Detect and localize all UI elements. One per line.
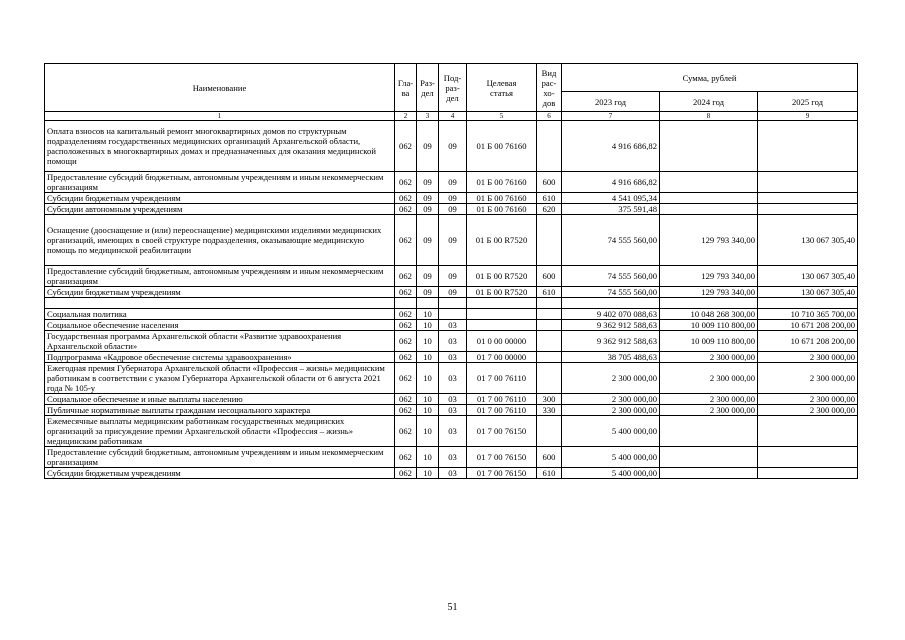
header-podrazdel: Под- раз- дел bbox=[439, 64, 467, 112]
row-sum-2025 bbox=[758, 204, 858, 215]
row-article bbox=[467, 309, 537, 320]
row-glava: 062 bbox=[395, 416, 417, 447]
row-sum-2023: 4 916 686,82 bbox=[562, 172, 660, 193]
row-sum-2023: 74 555 560,00 bbox=[562, 215, 660, 266]
table-row bbox=[45, 266, 858, 287]
row-podrazdel: 09 bbox=[439, 215, 467, 266]
row-sum-2023: 5 400 000,00 bbox=[562, 468, 660, 479]
row-article: 01 7 00 76150 bbox=[467, 468, 537, 479]
row-article: 01 7 00 76150 bbox=[467, 447, 537, 468]
row-glava: 062 bbox=[395, 468, 417, 479]
row-razdel: 10 bbox=[417, 352, 439, 363]
row-sum-2024 bbox=[660, 447, 758, 468]
table-row-empty bbox=[45, 298, 858, 309]
row-sum-2025: 10 671 208 200,00 bbox=[758, 331, 858, 352]
row-sum-2023: 9 402 070 088,63 bbox=[562, 309, 660, 320]
row-podrazdel bbox=[439, 298, 467, 309]
row-sum-2024: 129 793 340,00 bbox=[660, 215, 758, 266]
table-row bbox=[45, 447, 858, 468]
row-sum-2025: 2 300 000,00 bbox=[758, 394, 858, 405]
row-article: 01 Б 00 R7520 bbox=[467, 287, 537, 298]
row-article: 01 Б 00 76160 bbox=[467, 193, 537, 204]
row-podrazdel: 09 bbox=[439, 266, 467, 287]
row-sum-2024: 129 793 340,00 bbox=[660, 266, 758, 287]
row-vid: 610 bbox=[537, 468, 562, 479]
row-name: Предоставление субсидий бюджетным, автономным учреждениям и иным некоммерческим организациям bbox=[45, 447, 395, 468]
row-glava: 062 bbox=[395, 363, 417, 394]
row-razdel: 10 bbox=[417, 320, 439, 331]
row-sum-2025 bbox=[758, 121, 858, 172]
row-razdel: 09 bbox=[417, 287, 439, 298]
row-razdel: 10 bbox=[417, 468, 439, 479]
row-vid bbox=[537, 416, 562, 447]
row-name: Оплата взносов на капитальный ремонт многоквартирных домов по структурным подразделениям государственных медицинских организаций Архангельской области, расположенных в многоквартирных домах и предназначенных для оказания медицинской помощи bbox=[45, 121, 395, 172]
row-sum-2023: 5 400 000,00 bbox=[562, 416, 660, 447]
row-article: 01 Б 00 R7520 bbox=[467, 266, 537, 287]
col-number: 8 bbox=[660, 112, 758, 121]
row-sum-2024 bbox=[660, 298, 758, 309]
row-glava: 062 bbox=[395, 121, 417, 172]
row-sum-2025: 10 671 208 200,00 bbox=[758, 320, 858, 331]
row-glava: 062 bbox=[395, 352, 417, 363]
row-sum-2023: 4 916 686,82 bbox=[562, 121, 660, 172]
row-article: 01 7 00 76110 bbox=[467, 405, 537, 416]
row-article: 01 7 00 76110 bbox=[467, 363, 537, 394]
row-sum-2024: 2 300 000,00 bbox=[660, 394, 758, 405]
row-name: Предоставление субсидий бюджетным, автономным учреждениям и иным некоммерческим организациям bbox=[45, 266, 395, 287]
row-vid bbox=[537, 320, 562, 331]
row-sum-2024: 10 009 110 800,00 bbox=[660, 320, 758, 331]
row-glava: 062 bbox=[395, 287, 417, 298]
row-name: Оснащение (дооснащение и (или) переоснащение) медицинскими изделиями медицинских организаций, имеющих в своей структуре подразделения, оказывающие медицинскую помощь по медицинской реабилитации bbox=[45, 215, 395, 266]
row-razdel: 09 bbox=[417, 121, 439, 172]
row-sum-2023: 5 400 000,00 bbox=[562, 447, 660, 468]
row-article: 01 7 00 76110 bbox=[467, 394, 537, 405]
row-name: Публичные нормативные выплаты гражданам несоциального характера bbox=[45, 405, 395, 416]
table-row bbox=[45, 468, 858, 479]
row-sum-2025: 130 067 305,40 bbox=[758, 266, 858, 287]
row-name: Подпрограмма «Кадровое обеспечение системы здравоохранения» bbox=[45, 352, 395, 363]
table-row bbox=[45, 320, 858, 331]
table-row bbox=[45, 352, 858, 363]
col-number: 2 bbox=[395, 112, 417, 121]
row-sum-2025 bbox=[758, 447, 858, 468]
row-name: Государственная программа Архангельской области «Развитие здравоохранения Архангельской области» bbox=[45, 331, 395, 352]
row-sum-2023: 9 362 912 588,63 bbox=[562, 331, 660, 352]
header-name: Наименование bbox=[45, 64, 395, 112]
header-year-2024: 2024 год bbox=[660, 92, 758, 112]
row-article: 01 Б 00 76160 bbox=[467, 204, 537, 215]
row-name: Ежегодная премия Губернатора Архангельской области «Профессия – жизнь» медицинским работникам в соответствии с указом Губернатора Архангельской области от 6 августа 2021 года № 105-у bbox=[45, 363, 395, 394]
table-row bbox=[45, 394, 858, 405]
row-vid bbox=[537, 352, 562, 363]
row-podrazdel: 03 bbox=[439, 447, 467, 468]
row-sum-2024 bbox=[660, 416, 758, 447]
row-razdel: 09 bbox=[417, 172, 439, 193]
row-sum-2023: 375 591,48 bbox=[562, 204, 660, 215]
col-number: 9 bbox=[758, 112, 858, 121]
row-sum-2024 bbox=[660, 193, 758, 204]
row-razdel: 10 bbox=[417, 416, 439, 447]
row-sum-2023: 74 555 560,00 bbox=[562, 266, 660, 287]
table-row bbox=[45, 193, 858, 204]
row-sum-2024: 10 048 268 300,00 bbox=[660, 309, 758, 320]
table-row bbox=[45, 172, 858, 193]
row-sum-2024 bbox=[660, 172, 758, 193]
row-article bbox=[467, 320, 537, 331]
row-glava: 062 bbox=[395, 172, 417, 193]
col-number: 4 bbox=[439, 112, 467, 121]
header-glava: Гла- ва bbox=[395, 64, 417, 112]
row-podrazdel bbox=[439, 309, 467, 320]
header-sum: Сумма, рублей bbox=[562, 64, 858, 92]
row-glava: 062 bbox=[395, 309, 417, 320]
row-glava: 062 bbox=[395, 204, 417, 215]
table-row bbox=[45, 309, 858, 320]
col-number: 5 bbox=[467, 112, 537, 121]
row-vid bbox=[537, 298, 562, 309]
row-vid: 300 bbox=[537, 394, 562, 405]
row-sum-2024: 2 300 000,00 bbox=[660, 352, 758, 363]
row-sum-2023: 2 300 000,00 bbox=[562, 405, 660, 416]
page-number: 51 bbox=[447, 602, 458, 613]
row-vid bbox=[537, 363, 562, 394]
col-number: 7 bbox=[562, 112, 660, 121]
row-glava: 062 bbox=[395, 331, 417, 352]
row-vid bbox=[537, 331, 562, 352]
row-podrazdel: 03 bbox=[439, 363, 467, 394]
row-sum-2025: 130 067 305,40 bbox=[758, 215, 858, 266]
row-podrazdel: 03 bbox=[439, 320, 467, 331]
row-sum-2023: 4 541 095,34 bbox=[562, 193, 660, 204]
row-podrazdel: 03 bbox=[439, 468, 467, 479]
row-name: Субсидии бюджетным учреждениям bbox=[45, 193, 395, 204]
row-podrazdel: 03 bbox=[439, 394, 467, 405]
row-article: 01 Б 00 76160 bbox=[467, 172, 537, 193]
row-vid: 600 bbox=[537, 447, 562, 468]
col-number: 1 bbox=[45, 112, 395, 121]
row-podrazdel: 09 bbox=[439, 121, 467, 172]
table-row bbox=[45, 204, 858, 215]
row-sum-2025: 2 300 000,00 bbox=[758, 352, 858, 363]
row-sum-2024: 129 793 340,00 bbox=[660, 287, 758, 298]
row-article bbox=[467, 298, 537, 309]
row-vid: 610 bbox=[537, 287, 562, 298]
row-sum-2025 bbox=[758, 468, 858, 479]
col-number: 3 bbox=[417, 112, 439, 121]
row-sum-2025 bbox=[758, 298, 858, 309]
row-name: Субсидии бюджетным учреждениям bbox=[45, 287, 395, 298]
row-sum-2023: 9 362 912 588,63 bbox=[562, 320, 660, 331]
row-glava: 062 bbox=[395, 394, 417, 405]
row-vid bbox=[537, 121, 562, 172]
row-article: 01 0 00 00000 bbox=[467, 331, 537, 352]
row-sum-2024 bbox=[660, 121, 758, 172]
row-name: Предоставление субсидий бюджетным, автономным учреждениям и иным некоммерческим организациям bbox=[45, 172, 395, 193]
col-number: 6 bbox=[537, 112, 562, 121]
row-sum-2023: 2 300 000,00 bbox=[562, 363, 660, 394]
table-row bbox=[45, 405, 858, 416]
row-sum-2025 bbox=[758, 416, 858, 447]
row-sum-2024 bbox=[660, 204, 758, 215]
row-razdel: 10 bbox=[417, 363, 439, 394]
row-name: Социальная политика bbox=[45, 309, 395, 320]
row-podrazdel: 09 bbox=[439, 193, 467, 204]
table-row bbox=[45, 287, 858, 298]
row-sum-2025: 2 300 000,00 bbox=[758, 405, 858, 416]
row-sum-2024: 2 300 000,00 bbox=[660, 405, 758, 416]
row-sum-2025 bbox=[758, 172, 858, 193]
row-podrazdel: 03 bbox=[439, 405, 467, 416]
row-razdel: 10 bbox=[417, 331, 439, 352]
row-glava: 062 bbox=[395, 405, 417, 416]
row-razdel: 09 bbox=[417, 204, 439, 215]
row-name: Ежемесячные выплаты медицинским работникам государственных медицинских организаций за присуждение премии Архангельской области «Профессия – жизнь» медицинским работникам bbox=[45, 416, 395, 447]
header-article: Целевая статья bbox=[467, 64, 537, 112]
row-sum-2024 bbox=[660, 468, 758, 479]
table-row bbox=[45, 363, 858, 394]
row-podrazdel: 09 bbox=[439, 204, 467, 215]
row-vid: 610 bbox=[537, 193, 562, 204]
row-podrazdel: 03 bbox=[439, 331, 467, 352]
row-razdel: 10 bbox=[417, 447, 439, 468]
row-glava: 062 bbox=[395, 193, 417, 204]
budget-table bbox=[44, 63, 858, 479]
row-sum-2024: 10 009 110 800,00 bbox=[660, 331, 758, 352]
table-row bbox=[45, 416, 858, 447]
row-podrazdel: 03 bbox=[439, 352, 467, 363]
row-podrazdel: 03 bbox=[439, 416, 467, 447]
row-razdel: 10 bbox=[417, 309, 439, 320]
row-glava bbox=[395, 298, 417, 309]
row-sum-2024: 2 300 000,00 bbox=[660, 363, 758, 394]
row-podrazdel: 09 bbox=[439, 287, 467, 298]
row-glava: 062 bbox=[395, 447, 417, 468]
row-sum-2025: 10 710 365 700,00 bbox=[758, 309, 858, 320]
column-numbers-row bbox=[45, 112, 858, 121]
row-razdel: 10 bbox=[417, 394, 439, 405]
row-vid: 330 bbox=[537, 405, 562, 416]
header-razdel: Раз- дел bbox=[417, 64, 439, 112]
row-name bbox=[45, 298, 395, 309]
header-year-2025: 2025 год bbox=[758, 92, 858, 112]
row-article: 01 Б 00 R7520 bbox=[467, 215, 537, 266]
row-razdel: 09 bbox=[417, 266, 439, 287]
row-razdel: 09 bbox=[417, 193, 439, 204]
row-vid: 600 bbox=[537, 172, 562, 193]
row-razdel: 09 bbox=[417, 215, 439, 266]
row-sum-2023 bbox=[562, 298, 660, 309]
row-razdel bbox=[417, 298, 439, 309]
row-podrazdel: 09 bbox=[439, 172, 467, 193]
header-vid: Вид рас- хо- дов bbox=[537, 64, 562, 112]
row-name: Субсидии бюджетным учреждениям bbox=[45, 468, 395, 479]
row-glava: 062 bbox=[395, 215, 417, 266]
row-article: 01 7 00 00000 bbox=[467, 352, 537, 363]
row-vid bbox=[537, 215, 562, 266]
row-sum-2023: 2 300 000,00 bbox=[562, 394, 660, 405]
row-sum-2025: 130 067 305,40 bbox=[758, 287, 858, 298]
row-vid: 620 bbox=[537, 204, 562, 215]
row-razdel: 10 bbox=[417, 405, 439, 416]
table-row bbox=[45, 331, 858, 352]
row-name: Социальное обеспечение и иные выплаты населению bbox=[45, 394, 395, 405]
table-row bbox=[45, 121, 858, 172]
row-article: 01 Б 00 76160 bbox=[467, 121, 537, 172]
row-sum-2025 bbox=[758, 193, 858, 204]
row-vid: 600 bbox=[537, 266, 562, 287]
row-sum-2023: 38 705 488,63 bbox=[562, 352, 660, 363]
row-name: Социальное обеспечение населения bbox=[45, 320, 395, 331]
row-name: Субсидии автономным учреждениям bbox=[45, 204, 395, 215]
header-year-2023: 2023 год bbox=[562, 92, 660, 112]
row-glava: 062 bbox=[395, 266, 417, 287]
row-glava: 062 bbox=[395, 320, 417, 331]
row-sum-2025: 2 300 000,00 bbox=[758, 363, 858, 394]
row-vid bbox=[537, 309, 562, 320]
row-sum-2023: 74 555 560,00 bbox=[562, 287, 660, 298]
table-row bbox=[45, 215, 858, 266]
row-article: 01 7 00 76150 bbox=[467, 416, 537, 447]
